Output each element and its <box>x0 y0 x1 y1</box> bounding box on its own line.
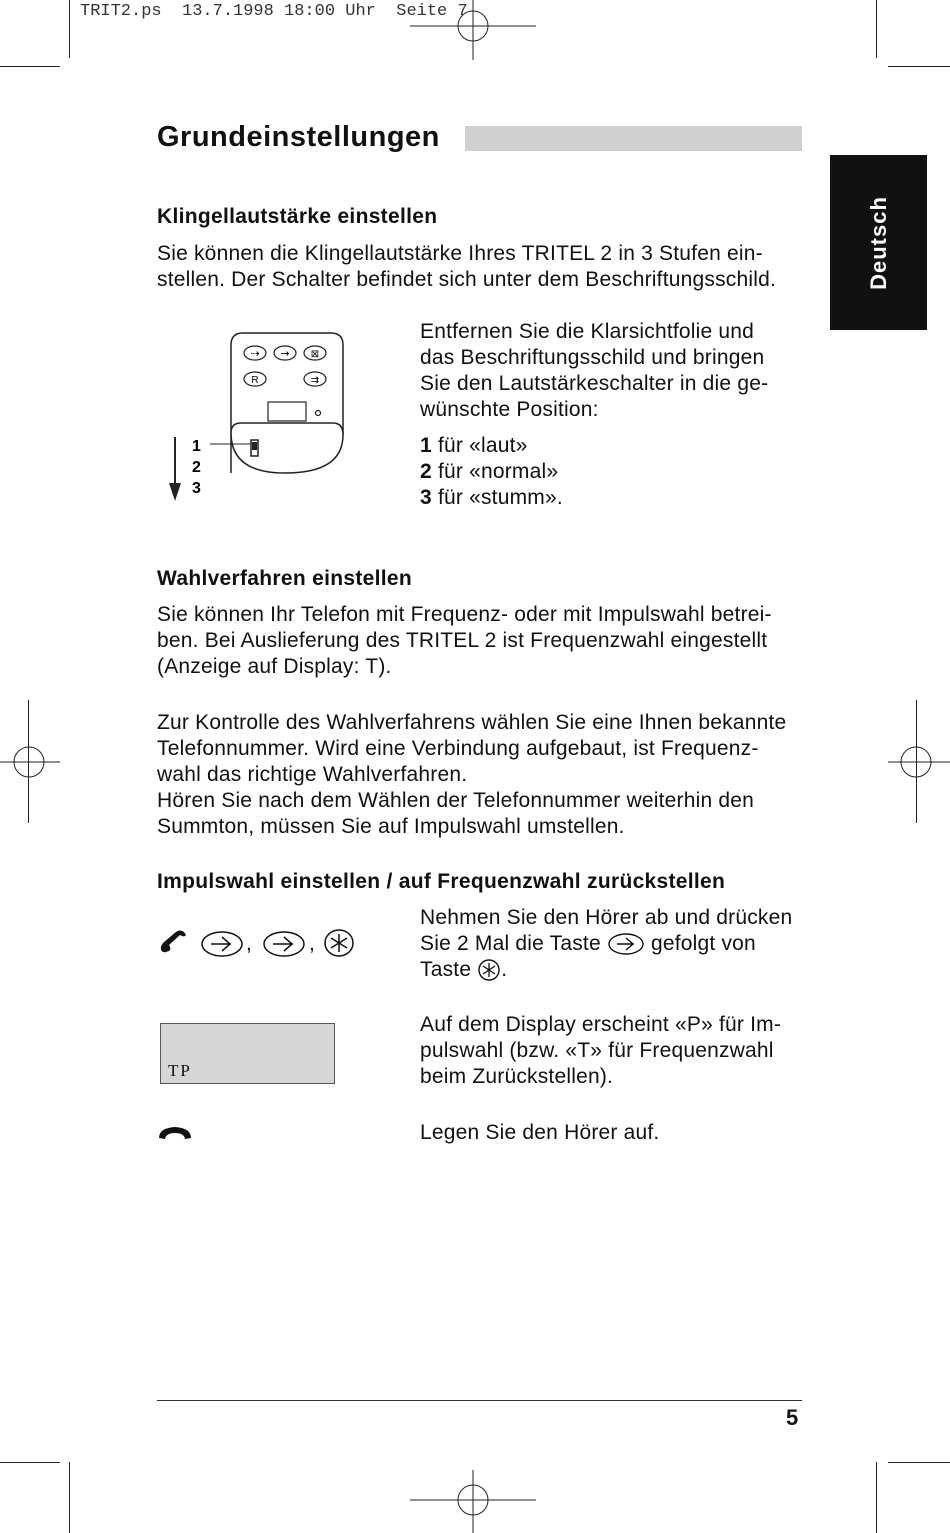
level-3-label: 3 <box>192 480 201 497</box>
ring-volume-intro: Sie können die Klingellautstärke Ihres TRITEL 2 in 3 Stufen ein- stellen. Der Schalter befindet sich unter dem Beschriftungsschild. <box>157 242 777 291</box>
dial-mode-paragraph-1: Sie können Ihr Telefon mit Frequenz- oder mit Impulswahl betrei- ben. Bei Auslieferung des TRITEL 2 ist Frequenzwahl eingestellt (Anzeige auf Display: T). <box>157 603 772 678</box>
star-key-icon <box>477 958 501 982</box>
svg-text:→: → <box>280 347 290 360</box>
ring-volume-instructions: Entfernen Sie die Klarsichtfolie und das Beschriftungsschild und bringen Sie den Lautstärkeschalter in die ge- wünschte Position: <box>420 320 769 421</box>
language-tab-label: Deutsch <box>865 195 891 290</box>
page-title: Grundeinstellungen <box>157 121 440 153</box>
svg-text:⇉: ⇉ <box>310 375 320 386</box>
level-2-label: 2 <box>192 459 201 476</box>
volume-position-list: 1 für «laut» 2 für «normal» 3 für «stumm». <box>420 434 563 509</box>
crop-mark-icon <box>888 730 950 794</box>
lcd-display <box>160 1023 335 1084</box>
handset-lift-icon <box>158 928 188 954</box>
r-key-label: R <box>251 375 259 386</box>
section-heading-ring-volume: Klingellautstärke einstellen <box>157 205 438 228</box>
pulse-step-2: Auf dem Display erscheint «P» für Im- pulswahl (bzw. «T» für Frequenzwahl beim Zurückstellen). <box>420 1013 782 1088</box>
svg-text:⇢: ⇢ <box>250 347 260 360</box>
section-heading-dial-mode: Wahlverfahren einstellen <box>157 567 412 590</box>
crop-mark-icon <box>410 0 536 60</box>
function-key-icon <box>200 930 244 958</box>
crop-mark-icon <box>0 730 60 794</box>
crop-mark-icon <box>410 1470 536 1533</box>
function-key-icon <box>607 932 645 956</box>
function-key-icon <box>244 346 266 360</box>
function-key-icon <box>262 930 306 958</box>
key-separator: , <box>246 932 252 955</box>
svg-text:⊠: ⊠ <box>310 349 320 360</box>
handset-hangup-icon <box>157 1124 193 1142</box>
pulse-step-3: Legen Sie den Hörer auf. <box>420 1121 660 1144</box>
language-tab <box>830 155 927 330</box>
section-heading-pulse-dialing: Impulswahl einstellen / auf Frequenzwahl zurückstellen <box>157 870 726 893</box>
page-number: 5 <box>786 1405 799 1430</box>
level-1-label: 1 <box>192 438 201 455</box>
print-header: TRIT2.ps 13.7.1998 18:00 Uhr Seite 7 <box>80 2 468 21</box>
star-key-icon <box>323 928 355 958</box>
pulse-step-1: Nehmen Sie den Hörer ab und drücken Sie 2 Mal die Taste gefolgt von Taste . <box>420 906 793 981</box>
footer-rule <box>157 1400 802 1401</box>
key-separator: , <box>309 932 315 955</box>
title-bar <box>465 126 802 151</box>
dial-mode-paragraph-2: Zur Kontrolle des Wahlverfahrens wählen Sie eine Ihnen bekannte Telefonnummer. Wird eine Verbindung aufgebaut, ist Frequenz- wahl das richtige Wahlverfahren. Hören Sie nach dem Wählen der Telefonnummer weiterhin den Summton, müssen Sie auf Impulswahl umstellen. <box>157 711 787 838</box>
phone-volume-switch-diagram <box>165 325 350 515</box>
lcd-display-text: TP <box>168 1061 192 1080</box>
